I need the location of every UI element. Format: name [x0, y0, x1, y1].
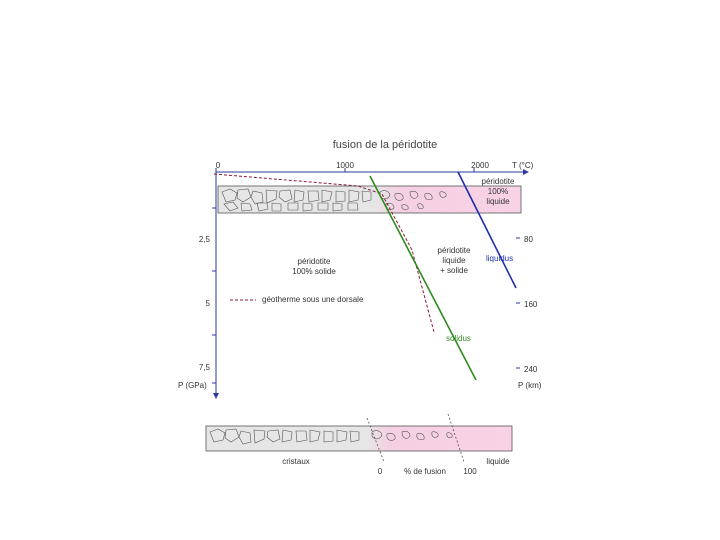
liquidus-label: liquidus	[486, 254, 514, 263]
svg-text:100%: 100%	[487, 187, 509, 196]
pressure-axis-unit: P (GPa)	[178, 381, 207, 390]
melt-scale-label: % de fusion	[404, 467, 446, 476]
temp-axis-unit: T (°C)	[512, 161, 534, 170]
depth-tick-label: 240	[524, 365, 538, 374]
solidus-label: solidus	[446, 334, 471, 343]
geotherm-legend	[230, 295, 364, 304]
pressure-tick-label: 7,5	[198, 363, 210, 372]
svg-text:péridotite: péridotite	[297, 257, 331, 266]
svg-text:liquide: liquide	[442, 256, 466, 265]
temp-tick-label: 0	[215, 161, 221, 170]
svg-text:péridotite: péridotite	[437, 246, 471, 255]
depth-tick-label: 80	[524, 235, 533, 244]
depth-axis-unit: P (km)	[518, 381, 542, 390]
melt-scale-start: 0	[377, 467, 383, 476]
svg-text:+ solide: + solide	[440, 266, 468, 275]
temp-tick-label: 2000	[471, 161, 489, 170]
melt-scale-end: 100	[463, 467, 477, 476]
svg-text:péridotite: péridotite	[481, 177, 515, 186]
temp-tick-label: 1000	[336, 161, 354, 170]
depth-tick-label: 160	[524, 300, 538, 309]
liquid-label: liquide	[486, 457, 510, 466]
crystals-label: cristaux	[282, 457, 310, 466]
pressure-tick-label: 2,5	[198, 235, 210, 244]
diagram-title: fusion de la péridotite	[332, 139, 438, 151]
region-solid-label	[292, 257, 336, 276]
svg-text:liquide: liquide	[486, 197, 510, 206]
svg-text:100% solide: 100% solide	[292, 267, 336, 276]
bottom-state-bar	[206, 414, 512, 462]
region-partial-melt-label	[438, 246, 471, 275]
pressure-tick-label: 5	[205, 299, 210, 308]
geotherm-legend-label: géotherme sous une dorsale	[262, 295, 364, 304]
